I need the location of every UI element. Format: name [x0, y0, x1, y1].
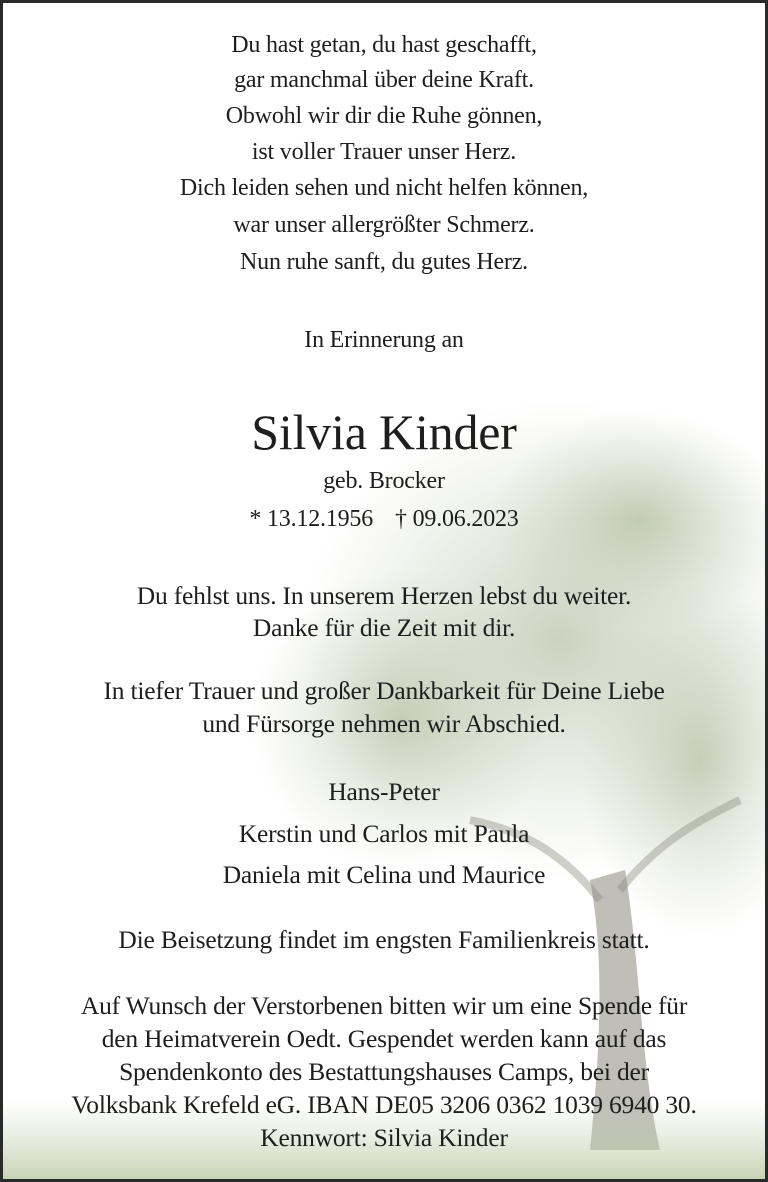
donation-line: Spendenkonto des Bestattungshauses Camps, bei der [119, 1057, 649, 1086]
poem-line: Dich leiden sehen und nicht helfen können, [179, 175, 589, 201]
farewell-line: In tiefer Trauer und großer Dankbarkeit für Deine Liebe [103, 676, 665, 705]
mourner: Daniela mit Celina und Maurice [222, 860, 546, 889]
mourner: Hans-Peter [328, 777, 440, 806]
deceased-name: Silvia Kinder [251, 404, 517, 460]
birth-name: geb. Brocker [323, 468, 445, 494]
intro-text: In Erinnerung an [304, 327, 464, 353]
donation-keyword: Kennwort: Silvia Kinder [260, 1123, 508, 1152]
donation-line: Auf Wunsch der Verstorbenen bitten wir um eine Spende für [80, 991, 688, 1020]
poem-line: ist voller Trauer unser Herz. [251, 139, 517, 165]
farewell-line: und Fürsorge nehmen wir Abschied. [202, 709, 566, 738]
burial-note: Die Beisetzung findet im engsten Familienkreis statt. [118, 925, 650, 954]
death-date: † 09.06.2023 [395, 506, 519, 532]
life-dates [0, 503, 768, 535]
poem-line: war unser allergrößter Schmerz. [233, 212, 535, 238]
poem-line: gar manchmal über deine Kraft. [234, 67, 534, 93]
poem-line: Du hast getan, du hast geschafft, [231, 32, 537, 58]
birth-date: * 13.12.1956 [249, 506, 373, 532]
poem-line: Obwohl wir dir die Ruhe gönnen, [225, 103, 543, 129]
donation-line: Volksbank Krefeld eG. IBAN DE05 3206 0362 1039 6940 30. [71, 1090, 697, 1119]
message-line: Du fehlst uns. In unserem Herzen lebst du weiter. [136, 581, 632, 610]
donation-line: den Heimatverein Oedt. Gespendet werden kann auf das [101, 1024, 667, 1053]
message-line: Danke für die Zeit mit dir. [252, 613, 516, 642]
poem-line: Nun ruhe sanft, du gutes Herz. [240, 249, 528, 275]
mourner: Kerstin und Carlos mit Paula [238, 819, 530, 848]
